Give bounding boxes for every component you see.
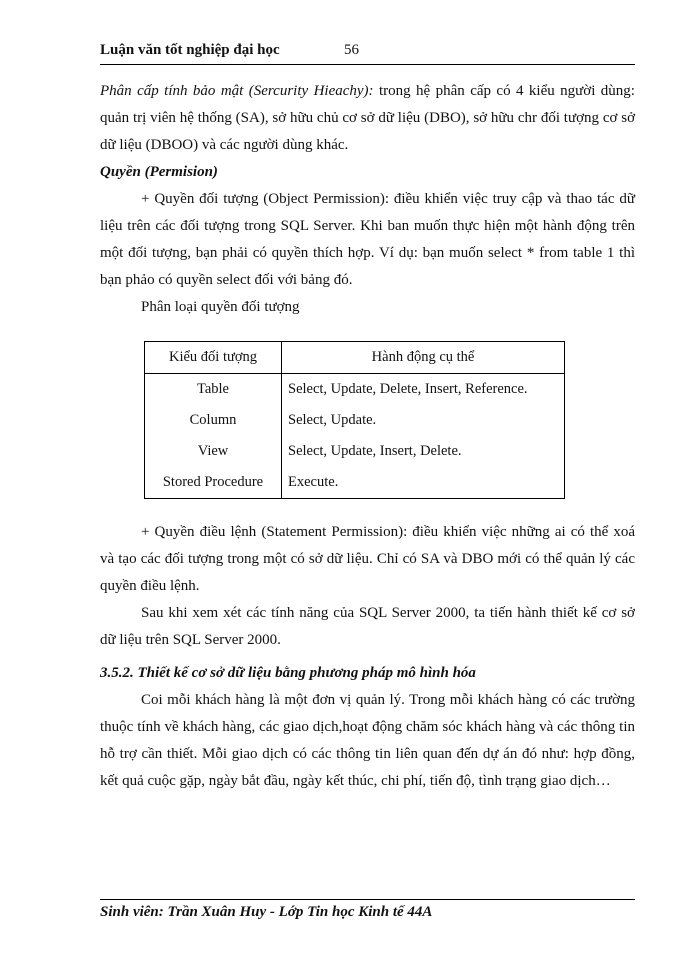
- page-footer: Sinh viên: Trần Xuân Huy - Lớp Tin học Kinh tế 44A: [100, 899, 635, 921]
- paragraph-permission-types: Phân loại quyền đối tượng: [141, 299, 300, 315]
- permission-heading: Quyền (Permision): [100, 164, 218, 180]
- cell-actions: Select, Update.: [282, 405, 565, 436]
- table-header-row: [145, 342, 565, 374]
- cell-object-type: View: [145, 436, 282, 467]
- column-header-actions: Hành động cụ thể: [282, 342, 565, 374]
- column-header-object-type: Kiểu đối tượng: [145, 342, 282, 374]
- cell-object-type: Column: [145, 405, 282, 436]
- paragraph-statement-permission: + Quyền điều lệnh (Statement Permission): điều khiển việc những ai có thể xoá và tạo các đối tượng trong một có sở dữ liệu. Chỉ có SA và DBO mới có thể quản lý các quyền điều lệnh.: [100, 524, 635, 594]
- paragraph-object-permission: + Quyền đối tượng (Object Permission): điều khiển việc truy cập và thao tác dữ liệu trên các đối tượng trong SQL Server. Khi ban muốn thực hiện một hành động trên một đối tượng, bạn phải có quyền thích hợp. Ví dụ: bạn muốn select * from table 1 thì bạn phảo có quyền select đối với bảng đó.: [100, 191, 635, 288]
- cell-object-type: Table: [145, 374, 282, 406]
- cell-actions: Select, Update, Delete, Insert, Reference.: [282, 374, 565, 406]
- page-body: [100, 78, 635, 795]
- permission-table: [144, 341, 565, 499]
- cell-actions: Execute.: [282, 467, 565, 499]
- paragraph-modeling: Coi mỗi khách hàng là một đơn vị quản lý. Trong mỗi khách hàng có các trường thuộc tính về khách hàng, các giao dịch,hoạt động chăm sóc khách hàng và các thông tin hỗ trợ cần thiết. Mỗi giao dịch có các thông tin liên quan đến dự án đó như: hợp đồng, kết quả cuộc gặp, ngày bắt đầu, ngày kết thúc, chi phí, tiến độ, tình trạng giao dịch…: [100, 692, 635, 789]
- table-row: [145, 467, 565, 499]
- security-hierarchy-text: trong hệ phân cấp có 4 kiểu người dùng: quản trị viên hệ thống (SA), sở hữu chủ cơ sở dữ liệu (DBO), sở hữu chr đối tượng cơ sở dữ liệu (DBOO) và các người dùng khác.: [100, 83, 635, 153]
- cell-object-type: Stored Procedure: [145, 467, 282, 499]
- paragraph-security-hierarchy: [100, 78, 635, 159]
- page-header: [100, 38, 635, 65]
- table-row: [145, 374, 565, 406]
- table-row: [145, 436, 565, 467]
- table-row: [145, 405, 565, 436]
- document-title: Luận văn tốt nghiệp đại học: [100, 42, 280, 58]
- paragraph-sql-server-design: Sau khi xem xét các tính năng của SQL Server 2000, ta tiến hành thiết kế cơ sở dữ liệu trên SQL Server 2000.: [100, 605, 635, 648]
- page-number: 56: [344, 42, 359, 58]
- security-hierarchy-term: Phân cấp tính bảo mật (Sercurity Hieachy):: [100, 83, 374, 99]
- cell-actions: Select, Update, Insert, Delete.: [282, 436, 565, 467]
- section-title: 3.5.2. Thiết kế cơ sở dữ liệu bằng phương pháp mô hình hóa: [100, 665, 476, 681]
